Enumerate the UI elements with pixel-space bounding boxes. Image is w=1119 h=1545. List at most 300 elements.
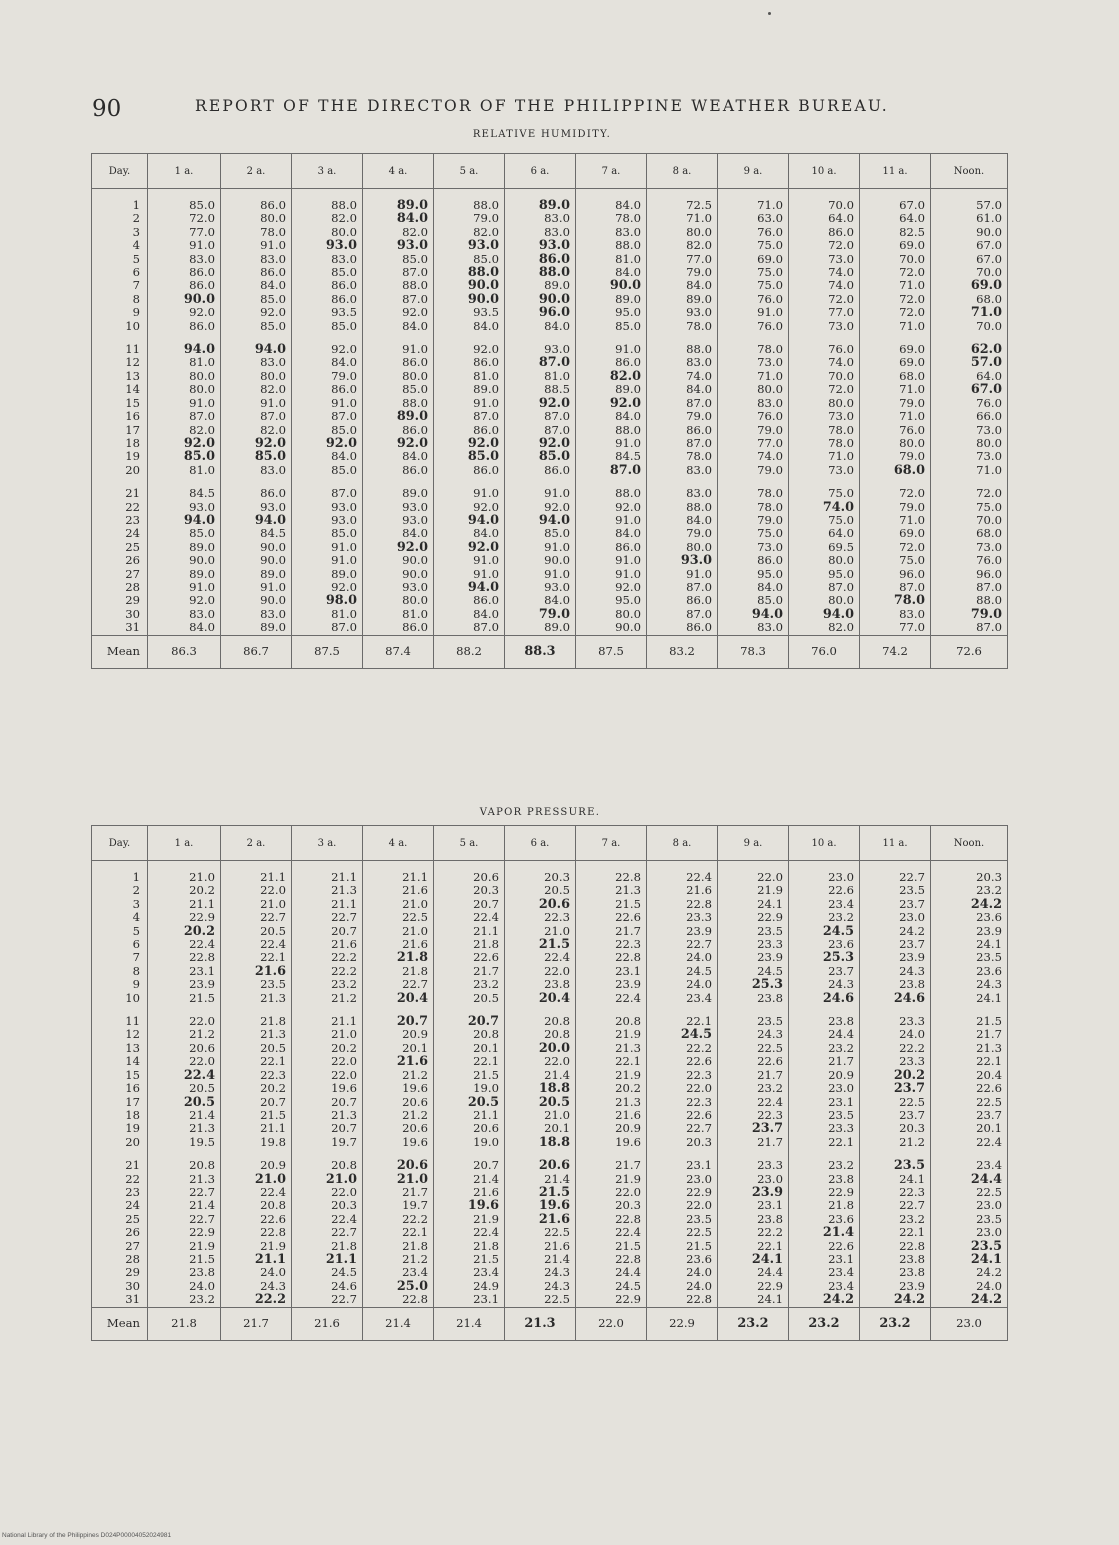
value-cell: 21.3 — [576, 884, 647, 897]
day-cell: 30 — [92, 608, 148, 621]
value-cell: 88.0 — [434, 189, 505, 213]
bold-value: 74.0 — [822, 499, 854, 515]
value-cell: 21.7 — [576, 1149, 647, 1172]
value-cell: 19.0 — [434, 1136, 505, 1149]
value-cell: 93.0 — [363, 581, 434, 594]
value-cell: 21.9 — [576, 1173, 647, 1186]
value-cell: 21.2 — [363, 1069, 434, 1082]
table-row — [92, 253, 1008, 266]
bold-value: 84.0 — [396, 211, 428, 227]
bold-value: 94.0 — [751, 606, 783, 622]
bold-value: 23.2 — [879, 1315, 911, 1331]
mean-cell: 22.9 — [647, 1307, 718, 1340]
value-cell: 22.6 — [789, 1240, 860, 1253]
column-header-hour: 8 a. — [647, 154, 718, 189]
column-header-hour: 8 a. — [647, 826, 718, 861]
value-cell: 92.0 — [576, 501, 647, 514]
table-row — [92, 477, 1008, 500]
value-cell — [718, 1253, 789, 1266]
value-cell: 86.0 — [718, 554, 789, 567]
value-cell: 86.0 — [576, 541, 647, 554]
value-cell: 92.0 — [148, 594, 221, 607]
day-cell: 26 — [92, 554, 148, 567]
value-cell: 91.0 — [148, 581, 221, 594]
value-cell — [860, 1069, 931, 1082]
value-cell: 22.0 — [647, 1082, 718, 1095]
value-cell: 78.0 — [647, 320, 718, 333]
value-cell: 86.0 — [363, 356, 434, 369]
value-cell: 85.0 — [363, 253, 434, 266]
value-cell: 73.0 — [718, 356, 789, 369]
value-cell: 23.3 — [789, 1122, 860, 1135]
value-cell: 85.0 — [292, 424, 363, 437]
value-cell: 78.0 — [647, 450, 718, 463]
value-cell — [148, 514, 221, 527]
value-cell: 91.0 — [647, 568, 718, 581]
value-cell: 20.4 — [931, 1069, 1008, 1082]
value-cell — [931, 1240, 1008, 1253]
value-cell: 22.2 — [718, 1226, 789, 1239]
value-cell: 21.4 — [148, 1199, 221, 1212]
bold-value: 20.4 — [538, 990, 570, 1006]
table-row — [92, 1005, 1008, 1028]
value-cell: 20.8 — [148, 1149, 221, 1172]
value-cell: 80.0 — [221, 370, 292, 383]
value-cell: 21.0 — [221, 898, 292, 911]
value-cell: 91.0 — [292, 554, 363, 567]
bold-value: 20.5 — [538, 1094, 570, 1110]
bold-value: 89.0 — [396, 409, 428, 425]
value-cell — [505, 1136, 576, 1149]
value-cell: 92.0 — [576, 581, 647, 594]
value-cell: 21.7 — [363, 1186, 434, 1199]
day-cell: 14 — [92, 383, 148, 396]
value-cell: 87.0 — [931, 621, 1008, 635]
table-row — [92, 501, 1008, 514]
day-cell: 23 — [92, 514, 148, 527]
day-cell: 6 — [92, 266, 148, 279]
day-cell: 3 — [92, 898, 148, 911]
value-cell: 21.6 — [434, 1186, 505, 1199]
value-cell: 20.3 — [505, 861, 576, 885]
bold-value: 85.0 — [467, 449, 499, 465]
value-cell: 72.0 — [789, 239, 860, 252]
value-cell: 84.5 — [148, 477, 221, 500]
table-row — [92, 266, 1008, 279]
column-header-hour: 7 a. — [576, 154, 647, 189]
value-cell: 85.0 — [434, 253, 505, 266]
day-cell: 8 — [92, 965, 148, 978]
bold-value: 67.0 — [970, 382, 1002, 398]
value-cell: 93.5 — [292, 306, 363, 319]
value-cell — [505, 239, 576, 252]
table-row — [92, 450, 1008, 463]
value-cell: 85.0 — [292, 320, 363, 333]
value-cell — [505, 306, 576, 319]
bold-value: 18.8 — [538, 1081, 570, 1097]
table-row — [92, 1226, 1008, 1239]
value-cell: 24.3 — [505, 1266, 576, 1279]
value-cell: 89.0 — [576, 293, 647, 306]
value-cell: 85.0 — [221, 320, 292, 333]
bold-value: 93.0 — [325, 238, 357, 254]
value-cell: 22.4 — [505, 951, 576, 964]
value-cell: 19.6 — [292, 1082, 363, 1095]
bold-value: 20.4 — [396, 990, 428, 1006]
value-cell: 71.0 — [718, 189, 789, 213]
bold-value: 23.7 — [751, 1121, 783, 1137]
day-cell: 19 — [92, 450, 148, 463]
value-cell: 79.0 — [292, 370, 363, 383]
value-cell: 20.8 — [434, 1028, 505, 1041]
day-cell: 29 — [92, 1266, 148, 1279]
mean-cell: 88.2 — [434, 635, 505, 668]
value-cell: 23.7 — [860, 898, 931, 911]
value-cell: 24.4 — [718, 1266, 789, 1279]
value-cell — [505, 938, 576, 951]
table-row — [92, 514, 1008, 527]
value-cell: 24.5 — [576, 1280, 647, 1293]
value-cell: 20.8 — [505, 1028, 576, 1041]
value-cell — [647, 1028, 718, 1041]
value-cell: 79.0 — [647, 266, 718, 279]
value-cell: 21.1 — [434, 1109, 505, 1122]
value-cell — [221, 437, 292, 450]
value-cell — [221, 1253, 292, 1266]
value-cell — [148, 925, 221, 938]
value-cell: 77.0 — [860, 621, 931, 635]
value-cell: 22.3 — [576, 938, 647, 951]
bold-value: 71.0 — [970, 305, 1002, 321]
mean-label: Mean — [92, 1307, 148, 1340]
value-cell: 23.5 — [718, 925, 789, 938]
value-cell: 23.0 — [860, 911, 931, 924]
value-cell: 22.7 — [860, 1199, 931, 1212]
value-cell — [647, 554, 718, 567]
day-cell: 26 — [92, 1226, 148, 1239]
mean-label: Mean — [92, 635, 148, 668]
value-cell: 85.0 — [576, 320, 647, 333]
value-cell: 21.9 — [221, 1240, 292, 1253]
value-cell: 83.0 — [148, 253, 221, 266]
table-row — [92, 279, 1008, 292]
value-cell — [221, 1173, 292, 1186]
value-cell — [789, 992, 860, 1005]
mean-cell: 74.2 — [860, 635, 931, 668]
value-cell: 79.0 — [647, 410, 718, 423]
value-cell: 20.7 — [292, 1096, 363, 1109]
value-cell: 23.5 — [931, 951, 1008, 964]
value-cell — [576, 279, 647, 292]
mean-cell: 87.5 — [292, 635, 363, 668]
value-cell: 21.7 — [434, 965, 505, 978]
value-cell: 83.0 — [647, 477, 718, 500]
value-cell: 84.0 — [505, 594, 576, 607]
value-cell — [931, 279, 1008, 292]
day-cell: 22 — [92, 1173, 148, 1186]
value-cell: 76.0 — [860, 424, 931, 437]
value-cell: 23.5 — [718, 1005, 789, 1028]
value-cell: 20.2 — [221, 1082, 292, 1095]
value-cell: 91.0 — [292, 397, 363, 410]
value-cell: 76.0 — [931, 554, 1008, 567]
value-cell: 21.3 — [292, 884, 363, 897]
value-cell: 23.8 — [148, 1266, 221, 1279]
bold-value: 93.0 — [467, 238, 499, 254]
value-cell: 23.8 — [505, 978, 576, 991]
value-cell — [363, 212, 434, 225]
table-row — [92, 527, 1008, 540]
mean-cell: 86.3 — [148, 635, 221, 668]
value-cell: 20.3 — [931, 861, 1008, 885]
bold-value: 20.5 — [183, 1094, 215, 1110]
value-cell: 22.1 — [789, 1136, 860, 1149]
value-cell: 78.0 — [718, 501, 789, 514]
value-cell: 78.0 — [718, 477, 789, 500]
value-cell — [148, 1096, 221, 1109]
value-cell: 24.0 — [647, 1280, 718, 1293]
bold-value: 69.0 — [970, 278, 1002, 294]
bold-value: 21.6 — [254, 963, 286, 979]
value-cell: 83.0 — [718, 621, 789, 635]
bold-value: 21.4 — [822, 1225, 854, 1241]
value-cell: 22.3 — [505, 911, 576, 924]
table-row — [92, 541, 1008, 554]
value-cell: 92.0 — [221, 306, 292, 319]
day-cell: 25 — [92, 541, 148, 554]
value-cell: 22.2 — [292, 951, 363, 964]
value-cell — [931, 898, 1008, 911]
value-cell: 21.6 — [576, 1109, 647, 1122]
value-cell: 85.0 — [292, 527, 363, 540]
column-header-hour: 10 a. — [789, 154, 860, 189]
value-cell: 22.8 — [647, 898, 718, 911]
table-row — [92, 911, 1008, 924]
bold-value: 21.0 — [325, 1171, 357, 1187]
value-cell: 84.5 — [221, 527, 292, 540]
table-row — [92, 1266, 1008, 1279]
value-cell: 66.0 — [931, 410, 1008, 423]
value-cell: 23.2 — [789, 1149, 860, 1172]
value-cell: 71.0 — [860, 514, 931, 527]
value-cell: 21.5 — [434, 1253, 505, 1266]
bold-value: 21.6 — [396, 1054, 428, 1070]
day-cell: 15 — [92, 1069, 148, 1082]
value-cell: 89.0 — [148, 568, 221, 581]
value-cell: 76.0 — [718, 293, 789, 306]
value-cell: 22.0 — [292, 1055, 363, 1068]
header-row — [92, 826, 1008, 861]
value-cell: 23.4 — [789, 1280, 860, 1293]
value-cell: 20.9 — [789, 1069, 860, 1082]
value-cell: 24.5 — [292, 1266, 363, 1279]
value-cell: 87.0 — [434, 621, 505, 635]
bold-value: 24.2 — [822, 1292, 854, 1308]
value-cell — [221, 514, 292, 527]
value-cell: 93.0 — [505, 581, 576, 594]
value-cell: 85.0 — [363, 383, 434, 396]
table-row — [92, 239, 1008, 252]
bold-value: 78.0 — [893, 593, 925, 609]
value-cell — [434, 541, 505, 554]
value-cell: 73.0 — [931, 424, 1008, 437]
value-cell: 88.0 — [576, 239, 647, 252]
value-cell: 21.1 — [292, 1005, 363, 1028]
value-cell: 22.1 — [434, 1055, 505, 1068]
value-cell: 22.7 — [292, 1293, 363, 1307]
value-cell: 80.0 — [718, 383, 789, 396]
value-cell: 95.0 — [718, 568, 789, 581]
bold-value: 94.0 — [254, 342, 286, 358]
value-cell: 23.9 — [860, 1280, 931, 1293]
value-cell: 91.0 — [221, 581, 292, 594]
day-cell: 24 — [92, 527, 148, 540]
value-cell: 20.3 — [576, 1199, 647, 1212]
day-cell: 29 — [92, 594, 148, 607]
value-cell: 20.3 — [647, 1136, 718, 1149]
value-cell: 80.0 — [789, 397, 860, 410]
value-cell: 24.3 — [931, 978, 1008, 991]
table-row — [92, 1213, 1008, 1226]
value-cell: 87.0 — [931, 581, 1008, 594]
value-cell: 85.0 — [718, 594, 789, 607]
value-cell: 79.0 — [718, 424, 789, 437]
footer-credit: National Library of the Philippines D024P00004052024981 — [2, 1532, 172, 1539]
column-header-hour: 11 a. — [860, 826, 931, 861]
table-row — [92, 306, 1008, 319]
value-cell: 21.0 — [363, 925, 434, 938]
value-cell: 23.3 — [860, 1055, 931, 1068]
value-cell: 89.0 — [363, 477, 434, 500]
table-row — [92, 978, 1008, 991]
bold-value: 90.0 — [467, 278, 499, 294]
bold-value: 20.6 — [538, 896, 570, 912]
table-row — [92, 226, 1008, 239]
value-cell: 21.9 — [576, 1069, 647, 1082]
value-cell: 23.5 — [647, 1213, 718, 1226]
value-cell: 23.0 — [931, 1199, 1008, 1212]
value-cell: 88.0 — [576, 424, 647, 437]
value-cell: 84.0 — [576, 410, 647, 423]
value-cell — [148, 450, 221, 463]
value-cell — [789, 608, 860, 621]
value-cell: 21.0 — [292, 1028, 363, 1041]
value-cell: 22.7 — [148, 1213, 221, 1226]
value-cell: 91.0 — [576, 437, 647, 450]
value-cell: 90.0 — [505, 554, 576, 567]
value-cell: 23.1 — [718, 1199, 789, 1212]
value-cell: 82.0 — [148, 424, 221, 437]
value-cell: 22.0 — [148, 1055, 221, 1068]
value-cell: 19.6 — [363, 1136, 434, 1149]
column-header-hour: 7 a. — [576, 826, 647, 861]
value-cell: 68.0 — [931, 527, 1008, 540]
value-cell: 86.0 — [363, 424, 434, 437]
mean-cell: 23.0 — [931, 1307, 1008, 1340]
value-cell: 86.0 — [148, 279, 221, 292]
bold-value: 90.0 — [609, 278, 641, 294]
value-cell: 22.2 — [292, 965, 363, 978]
value-cell — [434, 1096, 505, 1109]
value-cell: 83.0 — [221, 608, 292, 621]
value-cell: 78.0 — [221, 226, 292, 239]
value-cell — [363, 1005, 434, 1028]
value-cell: 61.0 — [931, 212, 1008, 225]
day-cell: 11 — [92, 1005, 148, 1028]
table-row — [92, 884, 1008, 897]
day-cell: 21 — [92, 1149, 148, 1172]
table-row — [92, 189, 1008, 213]
value-cell: 91.0 — [434, 568, 505, 581]
value-cell: 87.0 — [860, 581, 931, 594]
value-cell: 81.0 — [148, 356, 221, 369]
value-cell: 73.0 — [718, 541, 789, 554]
value-cell: 71.0 — [860, 410, 931, 423]
value-cell — [221, 450, 292, 463]
value-cell: 23.2 — [860, 1213, 931, 1226]
value-cell: 89.0 — [292, 568, 363, 581]
value-cell — [931, 1253, 1008, 1266]
value-cell: 80.0 — [363, 370, 434, 383]
value-cell: 93.0 — [647, 306, 718, 319]
table-row — [92, 293, 1008, 306]
table-row — [92, 594, 1008, 607]
mean-cell: 86.7 — [221, 635, 292, 668]
bold-value: 68.0 — [893, 462, 925, 478]
value-cell: 90.0 — [221, 594, 292, 607]
value-cell: 87.0 — [647, 437, 718, 450]
value-cell: 85.0 — [148, 527, 221, 540]
value-cell: 23.9 — [148, 978, 221, 991]
value-cell: 88.5 — [505, 383, 576, 396]
value-cell: 21.0 — [505, 925, 576, 938]
value-cell — [860, 1082, 931, 1095]
value-cell: 67.0 — [931, 239, 1008, 252]
value-cell: 20.1 — [931, 1122, 1008, 1135]
bold-value: 25.3 — [822, 950, 854, 966]
column-header-day: Day. — [92, 826, 148, 861]
value-cell: 21.1 — [148, 898, 221, 911]
value-cell: 22.8 — [576, 861, 647, 885]
value-cell: 86.0 — [148, 266, 221, 279]
value-cell: 91.0 — [221, 239, 292, 252]
value-cell: 87.0 — [789, 581, 860, 594]
value-cell: 70.0 — [931, 514, 1008, 527]
bold-value: 20.7 — [467, 1014, 499, 1030]
value-cell: 21.7 — [718, 1069, 789, 1082]
value-cell: 83.0 — [647, 356, 718, 369]
day-cell: 2 — [92, 212, 148, 225]
bold-value: 18.8 — [538, 1134, 570, 1150]
value-cell: 84.0 — [505, 320, 576, 333]
bold-value: 24.1 — [751, 1251, 783, 1267]
value-cell: 84.0 — [221, 279, 292, 292]
value-cell: 21.1 — [221, 861, 292, 885]
value-cell: 69.5 — [789, 541, 860, 554]
value-cell: 85.0 — [292, 266, 363, 279]
table-row — [92, 1149, 1008, 1172]
day-cell: 17 — [92, 424, 148, 437]
bold-value: 24.6 — [822, 990, 854, 1006]
value-cell: 20.6 — [434, 1122, 505, 1135]
value-cell: 22.6 — [789, 884, 860, 897]
value-cell — [505, 189, 576, 213]
value-cell: 24.2 — [860, 925, 931, 938]
value-cell: 71.0 — [860, 383, 931, 396]
value-cell: 23.9 — [576, 978, 647, 991]
day-cell: 11 — [92, 333, 148, 356]
column-header-hour: 1 a. — [148, 826, 221, 861]
